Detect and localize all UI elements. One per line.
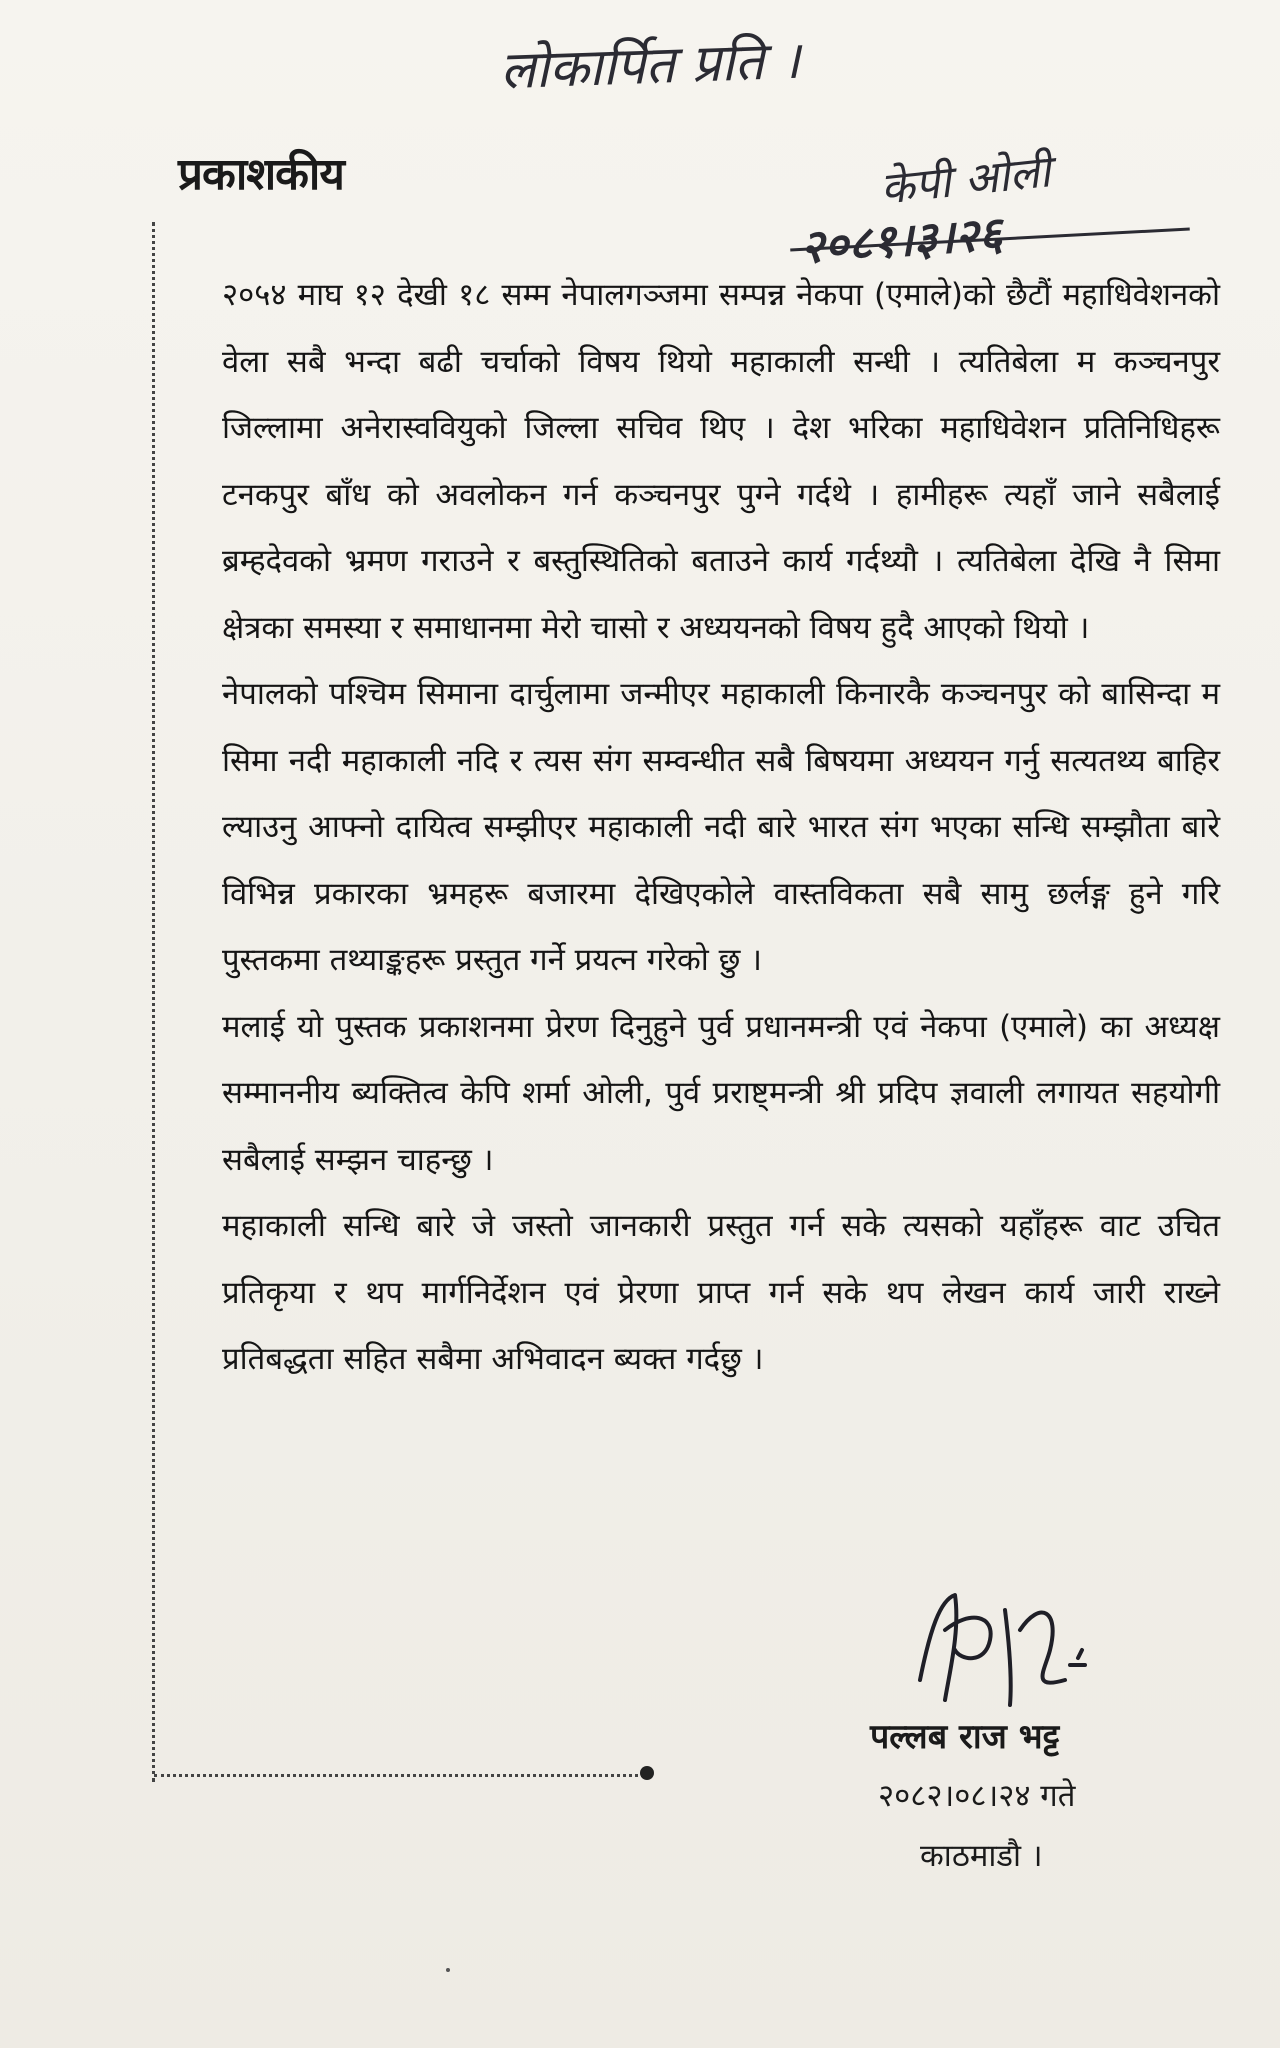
- paragraph: नेपालको पश्चिम सिमाना दार्चुलामा जन्मीएर महाकाली किनारकै कञ्चनपुर को बासिन्दा म सिमा नदी महाकाली नदि र त्यस संग सम्वन्धीत सबै बिषयमा अध्ययन गर्नु सत्यतथ्य बाहिर ल्याउनु आफ्नो दायित्व सम्झीएर महाकाली नदी बारे भारत संग भएका सन्धि सम्झौता बारे विभिन्न प्रकारका भ्रमहरू बजारमा देखिएकोले वास्तविकता सबै सामु छर्लङ्ग हुने गरि पुस्तकमा तथ्याङ्कहरू प्रस्तुत गर्ने प्रयत्न गरेको छु ।: [222, 676, 1220, 978]
- border-end-dot: [640, 1766, 654, 1780]
- preface-body: [222, 262, 1220, 1393]
- handwritten-dedication-note: लोकार्पित प्रति ।: [499, 30, 802, 102]
- paragraph: महाकाली सन्धि बारे जे जस्तो जानकारी प्रस्तुत गर्न सके त्यसको यहाँहरू वाट उचित प्रतिकृया र थप मार्गनिर्देशन एवं प्रेरणा प्राप्त गर्न सके थप लेखन कार्य जारी राख्ने प्रतिबद्धता सहित सबैमा अभिवादन ब्यक्त गर्दछु ।: [222, 1208, 1220, 1377]
- dotted-border-vertical: [152, 222, 155, 1782]
- paper-speck: [446, 1968, 450, 1972]
- signature-place: काठमाडौ ।: [920, 1838, 1043, 1874]
- handwritten-initials: केपी ओली: [878, 146, 1053, 215]
- signer-name: पल्लब राज भट्ट: [870, 1717, 1060, 1757]
- handwritten-signature-mark: [900, 1570, 1110, 1720]
- paragraph: मलाई यो पुस्तक प्रकाशनमा प्रेरण दिनुहुने पुर्व प्रधानमन्त्री एवं नेकपा (एमाले) का अध्यक्ष सम्माननीय ब्यक्तित्व केपि शर्मा ओली, पुर्व प्रराष्ट्मन्त्री श्री प्रदिप ज्ञवाली लगायत सहयोगी सबैलाई सम्झन चाहन्छु ।: [222, 1008, 1220, 1178]
- paragraph: २०५४ माघ १२ देखी १८ सम्म नेपालगञ्जमा सम्पन्न नेकपा (एमाले)को छैटौं महाधिवेशनको वेला सबै भन्दा बढी चर्चाको विषय थियो महाकाली सन्धी । त्यतिबेला म कञ्चनपुर जिल्लामा अनेरास्ववियुको जिल्ला सचिव थिए । देश भरिका महाधिवेशन प्रतिनिधिहरू टनकपुर बाँध को अवलोकन गर्न कञ्चनपुर पुग्ने गर्दथे । हामीहरू त्यहाँ जाने सबैलाई ब्रम्हदेवको भ्रमण गराउने र बस्तुस्थितिको बताउने कार्य गर्दथ्यौ । त्यतिबेला देखि नै सिमा क्षेत्रका समस्या र समाधानमा मेरो चासो र अध्ययनको विषय हुदै आएको थियो ।: [222, 277, 1220, 646]
- page-title: प्रकाशकीय: [178, 149, 344, 200]
- dotted-border-horizontal: [154, 1774, 644, 1777]
- handwritten-date: २०८१।३।२६: [798, 206, 1005, 274]
- signature-date: २०८२।०८।२४ गते: [878, 1778, 1076, 1814]
